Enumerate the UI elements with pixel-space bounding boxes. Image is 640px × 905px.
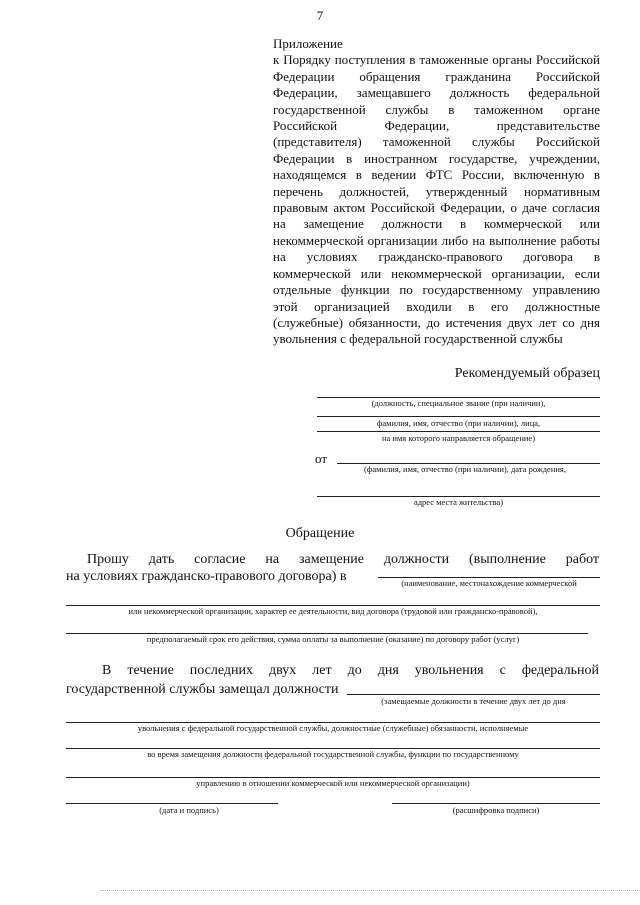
addressee-line-3[interactable] [317,431,600,432]
addressee-line-2[interactable] [317,416,600,417]
form-heading: Обращение [285,526,355,541]
appendix-title: Приложение [273,36,343,51]
position-caption-3: во время замещения должности федеральной государственной службы, функции по государственному [147,749,519,759]
addressee-caption-2: фамилия, имя, отчество (при наличии), лица, [376,418,541,428]
sender-caption-1: (фамилия, имя, отчество (при наличии), дата рождения, [364,464,566,474]
org-caption-2: или некоммерческой организации, характер ее деятельности, вид договора (трудовой или гражданско-правовой), [128,606,538,616]
recommended-sample-label: Рекомендуемый образец [454,366,600,381]
date-signature-line[interactable] [66,803,278,804]
addressee-caption-1: (должность, специальное звание (при наличии), [371,398,546,408]
position-line-1[interactable] [347,694,600,695]
org-caption-3: предполагаемый срок его действия, сумма оплаты за выполнение (оказание) по договору работ (услуг) [146,634,520,644]
position-caption-2: увольнения с федеральной государственной службы, должностные (служебные) обязанности, исполняемые [137,723,529,733]
from-label: от [315,451,328,466]
position-caption-1: (замещаемые должности в течение двух лет до дня [381,696,566,706]
signature-decode-caption: (расшифровка подписи) [452,805,540,815]
signature-decode-line[interactable] [392,803,600,804]
appendix-block [273,36,600,348]
addressee-caption-3: на имя которого направляется обращение) [381,433,536,443]
position-caption-4: управлению в отношении коммерческой или некоммерческой организации) [196,778,470,788]
date-signature-caption: (дата и подпись) [159,805,219,815]
page-number: 7 [316,8,324,23]
para1-line-1: Прошу дать согласие на замещение должности (выполнение работ [87,552,599,567]
para1-line-2: на условиях гражданско-правового договора) в [66,569,347,584]
para2-line-2: государственной службы замещал должности [66,682,339,697]
para2-line-1: В течение последних двух лет до дня увольнения с федеральной [102,663,599,678]
appendix-text: к Порядку поступления в таможенные органы Российской Федерации обращения гражданина Российской Федерации, замещавшего должность федеральной государственной службы в таможенном органе Российской Федерации, представительстве (представителя) таможенной службы Российской Федерации в иностранном государстве, учреждении, находящемся в ведении ФТС России, включенную в перечень должностей, утвержденный нормативным правовым актом Российской Федерации, о даче согласия на замещение должности в коммерческой или некоммерческой организации либо на выполнение работы на условиях гражданско-правового договора в коммерческой или некоммерческой организации, если отдельные функции по государственному управлению этой организацией входили в его должностные (служебные) обязанности, до истечения двух лет со дня увольнения с федеральной государственной службы [273,52,600,347]
org-caption-1: (наименование, местонахождение коммерческой [401,578,577,588]
sender-caption-2: адрес места жительства) [413,497,504,507]
scan-edge-artifact [100,890,640,894]
